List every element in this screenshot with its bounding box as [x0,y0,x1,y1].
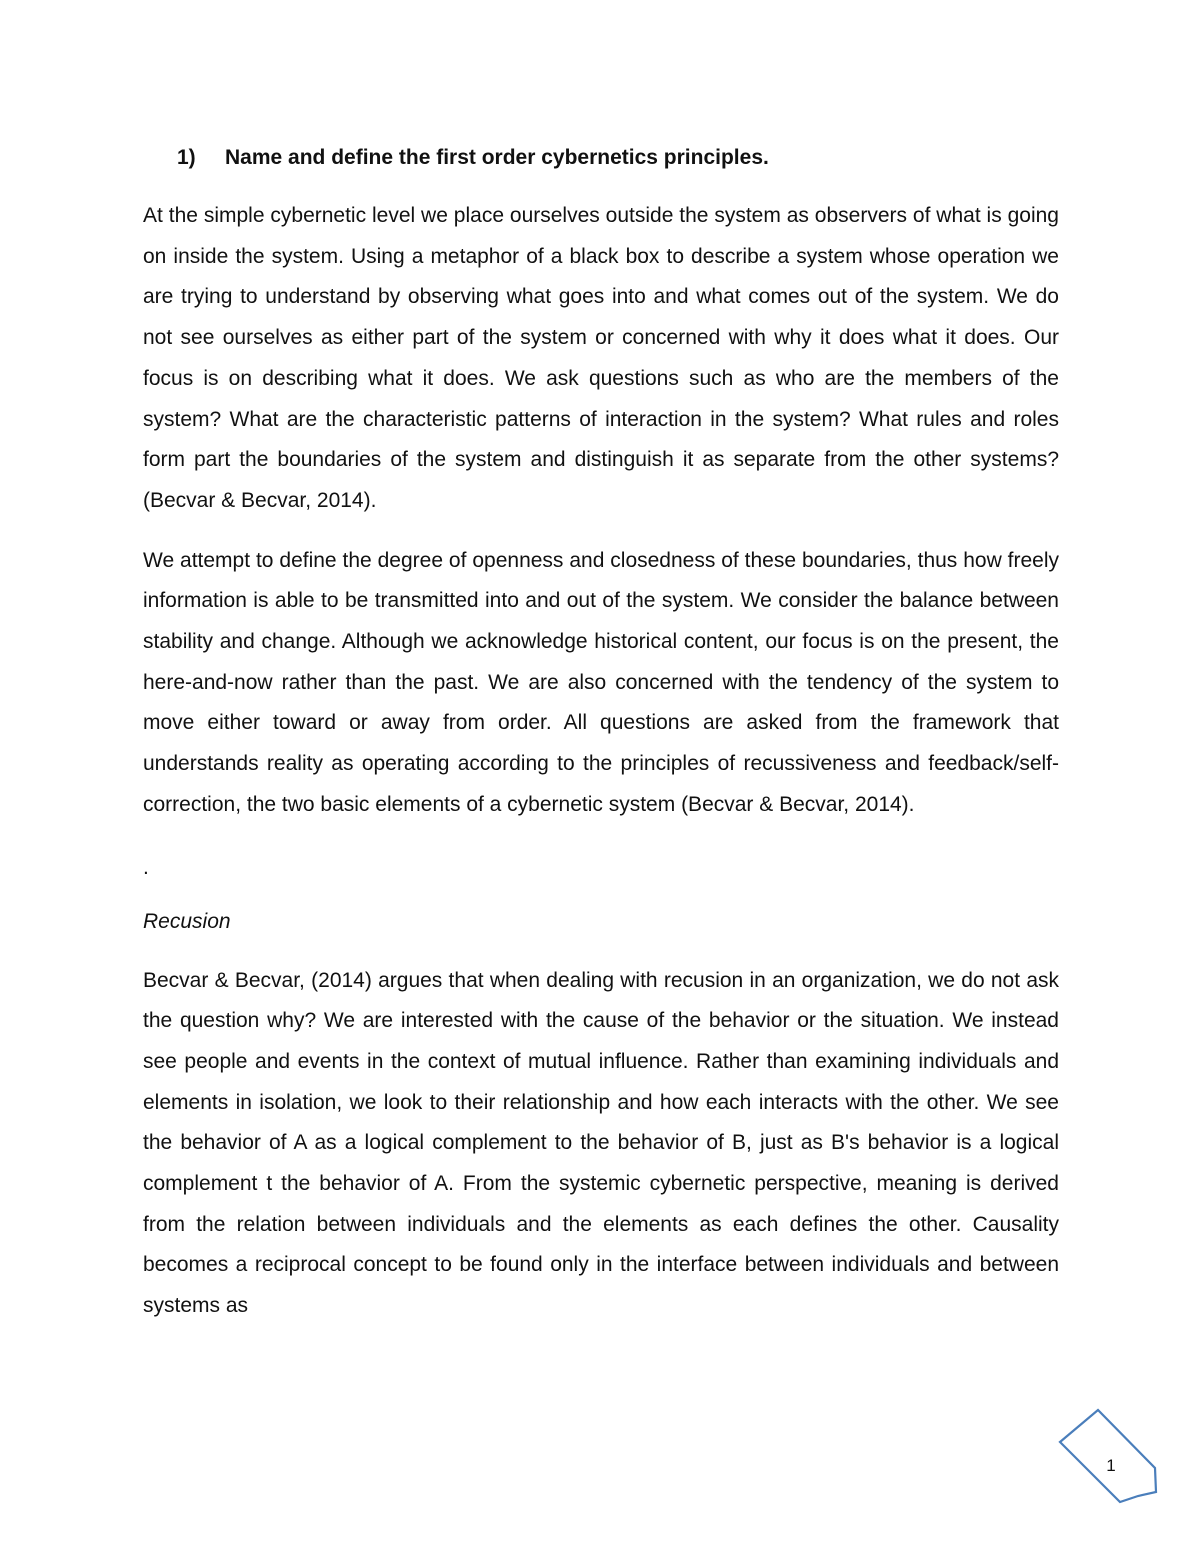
page-body [143,140,1059,1346]
question-heading [143,140,1059,176]
section-subheading: Recusion [143,909,231,933]
question-title: Name and define the first order cybernetics principles. [225,146,769,169]
paragraph-boundaries: We attempt to define the degree of openness and closedness of these boundaries, thus how freely information is able to be transmitted into and out of the system. We consider the balance between stability and change. Although we acknowledge historical content, our focus is on the present, the here-and-now rather than the past. We are also concerned with the tendency of the system to move either toward or away from order. All questions are asked from the framework that understands reality as operating according to the principles of recussiveness and feedback/self-correction, the two basic elements of a cybernetic system (Becvar & Becvar, 2014). [143,548,1059,816]
separator-dot: . [143,855,149,879]
page-number: 1 [1106,1456,1116,1475]
question-number: 1) [177,146,196,169]
paragraph-recusion: Becvar & Becvar, (2014) argues that when dealing with recusion in an organization, we do not ask the question why? We are interested with the cause of the behavior or the situation. We instead see people and events in the context of mutual influence. Rather than examining individuals and elements in isolation, we look to their relationship and how each interacts with the other. We see the behavior of A as a logical complement to the behavior of B, just as B's behavior is a logical complement t the behavior of A. From the systemic cybernetic perspective, meaning is derived from the relation between individuals and the elements as each defines the other. Causality becomes a reciprocal concept to be found only in the interface between individuals and between systems as [143,968,1059,1318]
paragraph-observer-level: At the simple cybernetic level we place ourselves outside the system as observers of what is going on inside the system. Using a metaphor of a black box to describe a system whose operation we are trying to understand by observing what goes into and what comes out of the system. We do not see ourselves as either part of the system or concerned with why it does what it does. Our focus is on describing what it does. We ask questions such as who are the members of the system? What are the characteristic patterns of interaction in the system? What rules and roles form part the boundaries of the system and distinguish it as separate from the other systems? (Becvar & Becvar, 2014). [143,204,1059,512]
